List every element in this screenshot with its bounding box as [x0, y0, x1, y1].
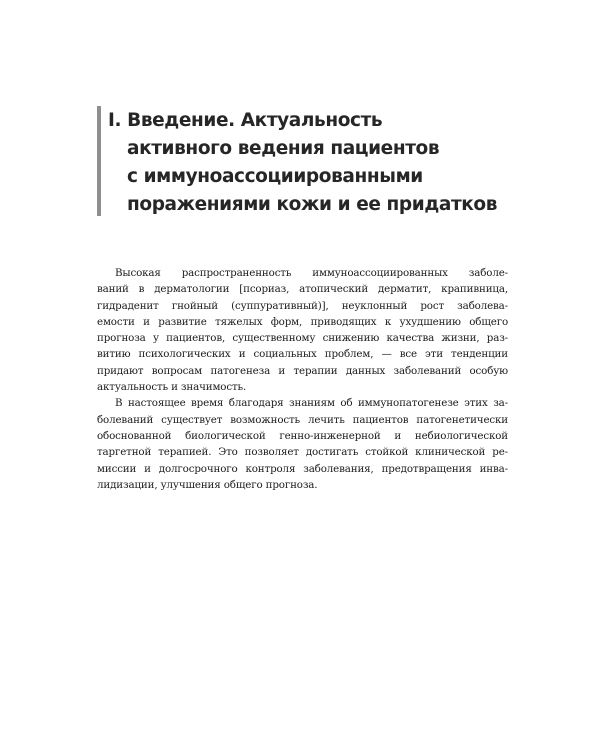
- text-line: болеваний существует возможность лечить пациентов патогенетически: [97, 413, 508, 426]
- body-text: [97, 265, 508, 493]
- text-line: таргетной терапией. Это позволяет достигать стойкой клинической ре-: [97, 446, 508, 459]
- chapter-heading: [97, 106, 517, 216]
- heading-accent-bar: [97, 106, 101, 216]
- chapter-title-line: I. Введение. Актуальность: [108, 110, 383, 131]
- text-line: Высокая распространенность иммуноассоциированных заболе-: [115, 267, 508, 279]
- chapter-title-line: поражениями кожи и ее придатков: [127, 194, 498, 215]
- text-line: В настоящее время благодаря знаниям об иммунопатогенезе этих за-: [115, 397, 508, 410]
- text-line: ваний в дерматологии [псориаз, атопический дерматит, крапивница,: [97, 283, 508, 296]
- text-line: лидизации, улучшения общего прогноза.: [97, 478, 318, 491]
- text-line: прогноза у пациентов, существенному снижению качества жизни, раз-: [97, 332, 508, 345]
- text-line: емости и развитие тяжелых форм, приводящих к ухудшению общего: [97, 315, 508, 328]
- paragraph-1: [97, 265, 508, 395]
- chapter-title-line: активного ведения пациентов: [127, 138, 440, 159]
- text-line: витию психологических и социальных проблем, — все эти тенденции: [97, 348, 508, 361]
- chapter-title-line: с иммуноассоциированными: [127, 166, 423, 187]
- text-line: актуальность и значимость.: [97, 381, 247, 394]
- paragraph-2: [97, 395, 508, 493]
- text-line: обоснованной биологической генно-инженерной и небиологической: [97, 429, 508, 442]
- text-line: придают вопросам патогенеза и терапии данных заболеваний особую: [97, 364, 508, 377]
- text-line: гидраденит гнойный (суппуративный)], неуклонный рост заболева-: [97, 299, 508, 312]
- chapter-title: [108, 107, 497, 219]
- text-line: миссии и долгосрочного контроля заболевания, предотвращения инва-: [97, 462, 508, 475]
